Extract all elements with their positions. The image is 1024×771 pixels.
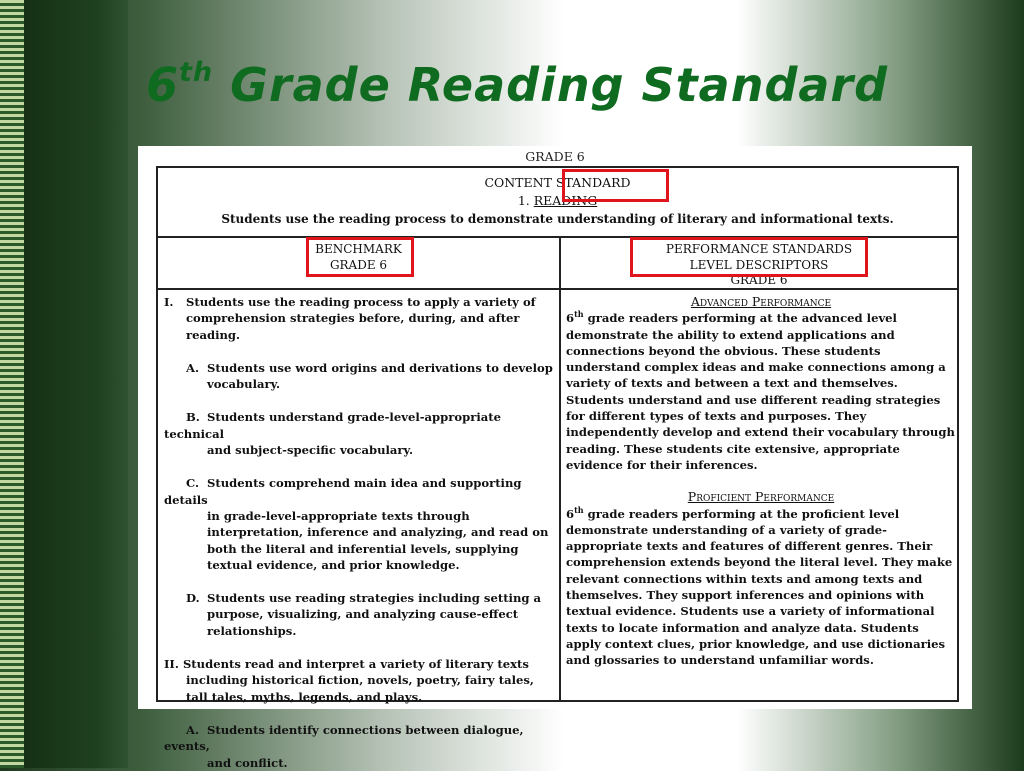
benchmark-text: Students use the reading process to apply a variety of xyxy=(186,295,536,309)
benchmark-item xyxy=(164,409,556,458)
benchmark-text-cont: comprehension strategies before, during, and after reading. xyxy=(186,311,520,342)
benchmark-text: Students comprehend main idea and supporting details xyxy=(164,476,522,507)
benchmark-text: Students use word origins and derivations to develop xyxy=(207,360,553,375)
benchmark-marker: A. xyxy=(186,722,200,737)
benchmark-marker: C. xyxy=(186,476,200,491)
standards-document xyxy=(138,146,972,770)
performance-standards-highlight xyxy=(630,237,868,277)
advanced-performance-text xyxy=(566,310,956,473)
slide-title xyxy=(146,58,888,112)
performance-header-line1: PERFORMANCE STANDARDS xyxy=(665,242,853,256)
benchmark-marker: II. xyxy=(164,657,179,672)
standard-name: READING xyxy=(533,193,598,208)
standard-number: 1. xyxy=(517,193,530,208)
title-text: Grade Reading Standard xyxy=(213,58,889,112)
content-standard-box xyxy=(158,168,957,238)
benchmark-text-cont: and subject-specific vocabulary. xyxy=(207,443,413,458)
benchmark-list xyxy=(164,294,556,771)
grade-number: 6 xyxy=(566,311,575,326)
benchmark-text-cont: and conflict. xyxy=(207,755,288,770)
content-standard-number xyxy=(158,193,957,208)
performance-header-line2: LEVEL DESCRIPTORS xyxy=(689,258,829,272)
column-divider xyxy=(559,238,561,700)
benchmark-text-cont: vocabulary. xyxy=(207,377,281,392)
left-dark-band xyxy=(24,0,128,768)
content-standard-highlight xyxy=(562,169,669,202)
advanced-performance-heading: Advanced Performance xyxy=(690,294,832,309)
benchmark-highlight xyxy=(306,237,414,277)
benchmark-text: Students understand grade-level-appropriate technical xyxy=(164,410,501,441)
benchmark-marker: I. xyxy=(164,295,174,309)
proficient-performance-text xyxy=(566,506,956,669)
document-heading: GRADE 6 xyxy=(525,149,585,164)
benchmark-item xyxy=(164,294,556,343)
benchmark-text-cont: purpose, visualizing, and analyzing cause-effect relationships. xyxy=(207,607,519,638)
performance-descriptors xyxy=(566,294,956,669)
left-stripe-decoration xyxy=(0,0,24,768)
benchmark-text-cont: including historical fiction, novels, poetry, fairy tales, tall tales, myths, legends, and plays. xyxy=(186,673,534,704)
grade-number: 6 xyxy=(566,506,575,521)
proficient-description: grade readers performing at the proficient level demonstrate understanding of a variety of grade-appropriate texts and features of different genres. Their comprehension extends beyond the literal level. They make relevant connections within texts and among texts and themselves. They support inferences and opinions with textual evidence. Students use a variety of informational texts to locate information and analyze data. Students apply context clues, prior knowledge, and use dictionaries and glossaries to understand unfamiliar words. xyxy=(566,506,953,668)
content-standard-label: CONTENT STANDARD xyxy=(484,175,631,190)
grade-suffix: th xyxy=(574,309,584,320)
advanced-description: grade readers performing at the advanced level demonstrate the ability to extend applications and connections beyond the obvious. These students understand complex ideas and make connections among a variety of texts and between a text and themselves. Students understand and use different reading strategies for different types of texts and purposes. They independently develop and extend their vocabulary through reading. These students cite extensive, appropriate evidence for their inferences. xyxy=(566,311,955,472)
benchmark-item xyxy=(164,656,556,705)
proficient-performance-heading: Proficient Performance xyxy=(687,489,835,505)
benchmark-item xyxy=(164,722,556,771)
benchmark-item xyxy=(164,475,556,573)
benchmark-item xyxy=(164,360,556,393)
title-number: 6 xyxy=(146,58,180,112)
benchmark-marker: D. xyxy=(186,591,200,606)
benchmark-header-line1: BENCHMARK xyxy=(315,242,402,256)
performance-header-line3: GRADE 6 xyxy=(730,273,788,284)
grade-suffix: th xyxy=(574,504,584,515)
benchmark-text: Students use reading strategies including setting a xyxy=(207,591,542,606)
content-standard-description: Students use the reading process to demonstrate understanding of literary and informational texts. xyxy=(221,212,894,226)
benchmark-header-line2: GRADE 6 xyxy=(329,258,388,272)
benchmark-marker: B. xyxy=(186,410,200,425)
benchmark-text-cont: in grade-level-appropriate texts through interpretation, inference and analyzing, and read on both the literal and inferential levels, supplying textual evidence, and prior knowledge. xyxy=(207,508,549,572)
benchmark-text: Students read and interpret a variety of literary texts xyxy=(182,657,529,672)
title-superscript: th xyxy=(179,57,214,88)
benchmark-marker: A. xyxy=(186,360,200,375)
benchmark-text: Students identify connections between dialogue, events, xyxy=(164,722,524,754)
benchmark-item xyxy=(164,590,556,639)
